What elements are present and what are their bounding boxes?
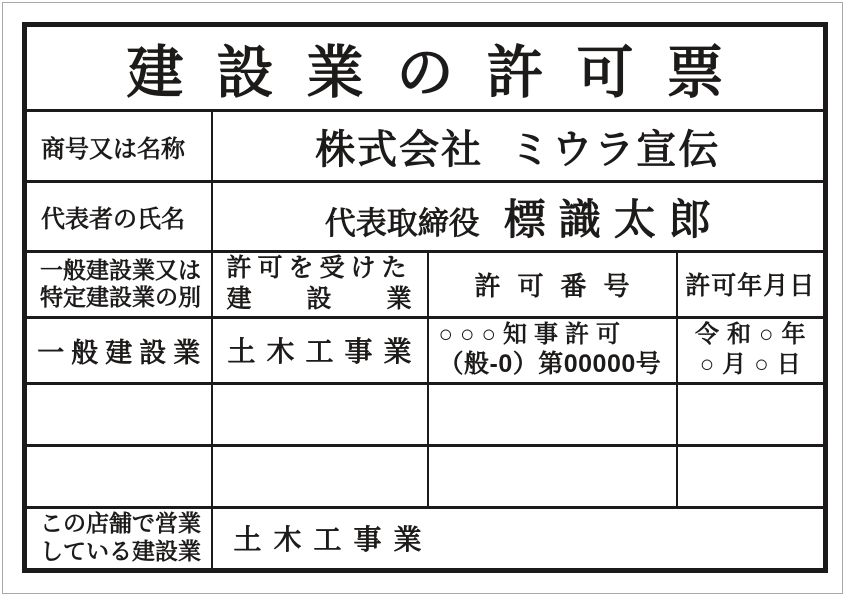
licensed-business-header-line1: 許可を受けた: [226, 254, 413, 282]
trade-name-value-cell: [212, 111, 826, 182]
sign-title: 建設業の許可票: [126, 41, 757, 105]
licensed-business-header-cell: [212, 252, 467, 318]
business-type-header-line1: 一般建設業又は: [40, 256, 201, 283]
business-type-header-cell: [25, 252, 212, 318]
store-business-value-cell: [212, 507, 826, 570]
empty-cell: [677, 445, 826, 507]
permit-date-line2: ○月○日: [699, 351, 809, 378]
empty-cell: [25, 383, 212, 445]
business-type-cell: [25, 317, 212, 383]
empty-cell: [428, 383, 677, 445]
permit-number-line2: （般-0）第00000号: [438, 350, 662, 379]
permit-number-line1: ○○○知事許可: [438, 321, 627, 349]
trade-name-value: 株式会社 ミウラ宣伝: [315, 127, 721, 172]
sign-title-cell: [25, 25, 826, 111]
representative-value-cell: [212, 182, 826, 252]
store-business-value: 土木工事業: [233, 524, 434, 555]
licensed-business-cell: [212, 317, 428, 383]
empty-cell: [25, 445, 212, 507]
empty-cell: [428, 445, 677, 507]
business-type-header-line2: 特定建設業の別: [40, 284, 201, 311]
empty-cell: [212, 383, 428, 445]
representative-name: 標識太郎: [503, 195, 724, 243]
business-type-value: 一般建設業: [37, 337, 208, 368]
construction-permit-sign: [22, 22, 828, 573]
licensed-business-value: 土木工事業: [227, 336, 423, 367]
permit-date-cell: [677, 317, 826, 383]
permit-number-cell: [428, 317, 677, 383]
representative-label: 代表者の氏名: [25, 182, 212, 252]
store-business-label-line1: この店舗で営業: [40, 510, 201, 537]
trade-name-label: 商号又は名称: [25, 111, 212, 182]
store-business-label-cell: [25, 507, 212, 570]
permit-date-header: 許可年月日: [685, 272, 816, 301]
permit-number-header: 許可番号: [474, 270, 647, 301]
empty-cell: [212, 445, 428, 507]
empty-cell: [677, 383, 826, 445]
licensed-business-header-line2: 建設業: [226, 285, 467, 314]
representative-position: 代表取締役: [324, 205, 480, 241]
store-business-label-line2: している建設業: [40, 538, 201, 564]
permit-date-header-cell: [677, 252, 826, 318]
permit-date-line1: 令和○年: [695, 321, 814, 348]
